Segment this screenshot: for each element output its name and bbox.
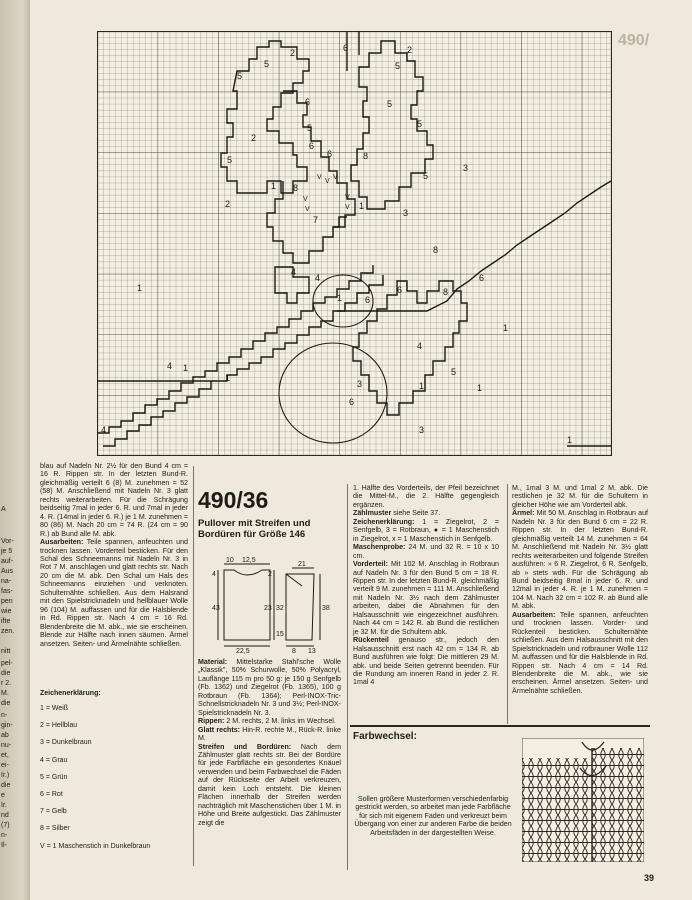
column-divider [347, 484, 348, 870]
svg-text:5: 5 [237, 71, 243, 81]
col4-text: M., 1mal 3 M. und 1mal 2 M. abk. Die restlichen je 32 M. für die Schultern in gleicher Höhe wie am Vorderteil abk. [512, 484, 648, 509]
zaehlmuster-heading: Zählmuster [353, 509, 392, 518]
svg-text:5: 5 [395, 61, 401, 71]
side-fragment: Ir.) [1, 772, 10, 779]
side-fragment: die [1, 670, 11, 677]
zaehlmuster-text: siehe Seite 37. [393, 509, 441, 518]
svg-text:5: 5 [307, 123, 313, 133]
side-fragment: pel- [1, 660, 13, 667]
side-fragment: gin- [1, 722, 13, 729]
glatt-heading: Glatt rechts: [198, 725, 241, 734]
svg-text:6: 6 [343, 43, 349, 53]
svg-text:2: 2 [290, 48, 296, 58]
side-fragment: ab [1, 732, 9, 739]
side-fragment: M. [1, 690, 9, 697]
vorderteil-text: Mit 102 M. Anschlag in Rotbraun auf Nadeln Nr. 3 für den Bund 5 cm = 18 R. Rippen str. In der letzten Bund-R. gleichmäßig verteilt 9 M. zunehmen = 111 M. Anschließend mit Nadeln Nr. 3½ nach dem Zählmuster arbeiten, dabei die Abnahmen für den Halsausschnitt wie eingezeichnet ausführen. Nach 44 cm = 142 R. ab Bund die restlichen je 32 M. für die Schultern abk. [353, 560, 499, 636]
rueckenteil-heading: Rückenteil [353, 636, 389, 645]
schematic-label: 10 [226, 557, 234, 564]
svg-text:5: 5 [387, 99, 393, 109]
text-column-4 [512, 484, 648, 695]
side-fragment: je 5 [1, 548, 13, 555]
material-heading: Material: [198, 658, 228, 666]
zeichen-text: 1 = Ziegelrot, 2 = Senfgelb, 3 = Rotbraun, ● = 1 Maschenstich in Ziegelrot, x = 1 Maschenstich in Senfgelb. [353, 517, 499, 543]
svg-text:6: 6 [327, 149, 333, 159]
side-fragment: die [1, 782, 11, 789]
vorderteil-heading: Vorderteil: [353, 560, 388, 569]
col3-intro: 1. Hälfte des Vorderteils, der Pfeil bezeichnet die Mittel-M., die 2. Hälfte gegengleich ergänzen. [353, 484, 499, 509]
svg-text:5: 5 [264, 59, 270, 69]
rippen-heading: Rippen: [198, 717, 225, 726]
side-fragment: A [1, 506, 6, 513]
maschenprobe-text: 24 M. und 32 R. = 10 x 10 cm. [353, 543, 499, 560]
svg-text:V: V [303, 196, 308, 203]
svg-text:3: 3 [419, 425, 425, 435]
side-fragment: auf- [1, 558, 14, 565]
svg-text:1: 1 [271, 181, 277, 191]
legend-item: 7 = Gelb [40, 808, 67, 816]
svg-text:4: 4 [101, 425, 107, 435]
schematic-label: 12,5 [242, 557, 256, 564]
schematic-label: 23 [264, 605, 272, 612]
pattern-number: 490/36 [198, 487, 269, 513]
svg-text:6: 6 [397, 285, 403, 295]
schematic-label: 8 [292, 648, 296, 654]
svg-text:3: 3 [463, 163, 469, 173]
legend-item: V = 1 Maschenstich in Dunkelbraun [40, 842, 151, 850]
side-fragment: ei- [1, 762, 9, 769]
streifen-heading: Streifen und Bordüren: [198, 742, 292, 751]
schematic-label: 43 [212, 605, 220, 612]
svg-text:5: 5 [423, 171, 429, 181]
schematic-label: 38 [322, 605, 330, 612]
svg-text:6: 6 [305, 97, 311, 107]
side-fragment: Il- [1, 842, 7, 849]
rippen-text: 2 M. rechts, 2 M. links im Wechsel. [226, 717, 336, 726]
svg-text:1: 1 [225, 373, 231, 383]
side-fragment: ifte [1, 618, 11, 625]
aermel-text: Mit 50 M. Anschlag in Rotbraun auf Nadeln Nr. 3 für den Bund 6 cm = 22 R. Rippen str. In der letzten Bund-R. gleichmäßig verteilt 14 M. zunehmen = 64 M. Anschließend mit Nadeln Nr. 3½ glatt rechts weiterarbeiten und folgende Streifen ausführen: » 6 R. Ziegelrot, 6 R. Senfgelb, ab » stets wdh. Für die Schrägung ab Bund beidseitig 8mal in jeder 6. R. und 12mal in jeder 4. R. je 1 M. zunehmen = 104 M. Nach 32 cm = 102 R. ab Bund alle M. abk. [512, 509, 648, 611]
section-rule [350, 725, 650, 727]
svg-text:1: 1 [419, 381, 425, 391]
streifen-text: Nach dem Zählmuster glatt rechts str. Bei der Bordüre für jede Farbfläche ein gesondertes Knäuel verwenden und beim Farbwechsel die Fäden auf der Rückseite der Arbeit verkreuzen, damit kein Loch entsteht. Die kleinen Flächen innerhalb der Streifen werden nachträglich mit Maschenstichen über 1 M. in Höhe und Breite aufgestickt. Das Zählmuster zeigt die [198, 742, 341, 827]
side-fragment: nu- [1, 742, 12, 749]
side-fragment: e [1, 792, 5, 799]
legend-item: 8 = Silber [40, 825, 70, 833]
legend-item: 3 = Dunkelbraun [40, 739, 92, 747]
side-fragment: r 2. [1, 680, 12, 687]
side-fragment: Ir. [1, 802, 7, 809]
schematic-label: 21 [298, 561, 306, 568]
svg-text:1: 1 [503, 323, 509, 333]
svg-text:2: 2 [225, 199, 231, 209]
schematic-label: 32 [276, 605, 284, 612]
side-fragment: n- [1, 832, 8, 839]
farbwechsel-title: Farbwechsel: [353, 731, 417, 742]
text-column-3 [353, 484, 499, 687]
color-legend [40, 690, 150, 860]
svg-text:1: 1 [137, 283, 143, 293]
side-fragment: nitt [1, 648, 11, 655]
side-fragment: Aus [1, 568, 14, 575]
svg-text:V: V [317, 174, 322, 181]
svg-text:4: 4 [417, 341, 423, 351]
svg-text:8: 8 [433, 245, 439, 255]
svg-text:1: 1 [337, 293, 343, 303]
svg-text:8: 8 [363, 151, 369, 161]
side-fragment: wie [1, 608, 12, 615]
svg-text:2: 2 [251, 133, 257, 143]
side-fragment: Vor- [1, 538, 14, 545]
svg-text:4: 4 [291, 267, 297, 277]
ausarbeiten-heading: Ausarbeiten: [40, 538, 84, 547]
side-fragment: pen [1, 598, 13, 605]
svg-text:V: V [345, 194, 350, 201]
schematic-label: 4 [212, 571, 216, 578]
side-fragment: die [1, 700, 11, 707]
svg-text:V: V [305, 206, 310, 213]
ausarbeiten2-text: Teile spannen, anfeuchten und trocknen lassen. Vorder- und Rückenteil besticken. Schulternähte schließen. Aus dem Halsausschnitt mit den Spielstricknadeln und rotbrauner Wolle 112 M. auffassen und für die Halsblende in Rd. Rippen str. Nach 4 cm = 14 Rd. Blendenbreite die M. abk., wie sie erscheinen. Ärmel ansetzen. Seiten- und Ärmelnähte schließen. [512, 610, 648, 695]
side-fragment: n- [1, 712, 8, 719]
bleed-through-text: 490/ [618, 32, 650, 49]
rueckenteil-text: genauso str., jedoch den Halsausschnitt erst nach 42 cm = 134 R. ab Bund ausführen wie folgt: Die mittleren 29 M. abk. und beide Seiten getrennt beenden. Für die Rundung am inneren Rand in jeder 2. R. 1mal 4 [353, 636, 499, 687]
side-fragment: na- [1, 578, 12, 585]
legend-item: 6 = Rot [40, 790, 63, 798]
column-divider [193, 466, 194, 866]
schematic-label: 13 [308, 648, 316, 654]
svg-text:V: V [333, 174, 338, 181]
aermel-heading: Ärmel: [512, 509, 535, 518]
pattern-title: Pullover mit Streifen und Bordüren für Größe 146 [198, 518, 311, 540]
schematic-label: 2 [268, 571, 272, 578]
text-column-2 [198, 658, 341, 827]
side-fragment: (7) [1, 822, 10, 829]
material-text: Mittelstarke Stahl'sche Wolle „Klassik", 50% Schurwolle, 50% Polyacryl, Lauflänge 115 m pro 50 g: je 150 g Senfgelb (Fb. 1362) und Ziegelrot (Fb. 1365), 100 g Rotbraun (Fb. 1364); Perl-INOX-Tric-Schnellstricknadeln Nr. 3 und 3½; Perl-INOX-Spielstricknadeln Nr. 3. [198, 658, 341, 717]
svg-text:6: 6 [365, 295, 371, 305]
svg-text:4: 4 [315, 273, 321, 283]
farbwechsel-illustration [522, 738, 644, 862]
svg-text:7: 7 [313, 215, 319, 225]
farbwechsel-text: Sollen größere Musterformen verschiedenfarbig gestrickt werden, so arbeitet man jede Farbfläche für sich mit eigenem Faden und verkreuzt beim Übergang von einer zur anderen Farbe die beiden Arbeitsfäden in der dargestellten Weise. [354, 795, 512, 837]
side-fragment: fas- [1, 588, 13, 595]
left-column-intro: blau auf Nadeln Nr. 2½ für den Bund 4 cm = 16 R. Rippen str. In der letzten Bund-R. gleichmäßig verteilt 6 (8) M. zunehmen = 52 (58) M. Anschließend mit Nadeln Nr. 3 glatt rechts weiterarbeiten. Für die Schrägung beidseitig 7mal in jeder 6. R. und 7mal in jeder 4. R. (14mal in jeder 6. R.) je 1 M. zunehmen = 80 (86) M. Nach 20 cm = 74 R. (24 cm = 90 R.) ab Bund alle M. abk. [40, 462, 188, 538]
svg-text:3: 3 [357, 379, 363, 389]
maschenprobe-heading: Maschenprobe: [353, 543, 406, 552]
side-fragment: et, [1, 752, 9, 759]
svg-text:V: V [325, 178, 330, 185]
svg-text:3: 3 [403, 208, 409, 218]
page-number: 39 [644, 873, 655, 883]
svg-text:4: 4 [167, 361, 173, 371]
schematic-label: 15 [276, 631, 284, 638]
legend-item: 1 = Weiß [40, 705, 69, 712]
svg-text:2: 2 [407, 45, 413, 55]
svg-text:8: 8 [443, 287, 449, 297]
schematic-label: 22,5 [236, 648, 250, 654]
svg-text:1: 1 [567, 435, 573, 445]
knitting-chart [97, 31, 612, 456]
side-fragment: zen. [1, 628, 15, 635]
legend-item: 5 = Grün [40, 773, 68, 781]
svg-text:8: 8 [293, 183, 299, 193]
legend-heading: Zeichenerklärung: [40, 690, 101, 697]
previous-page-edge [0, 0, 28, 900]
zeichen-heading: Zeichenerklärung: [353, 517, 415, 526]
svg-text:6: 6 [349, 397, 355, 407]
legend-item: 4 = Grau [40, 756, 68, 764]
legend-item: 2 = Hellblau [40, 722, 78, 730]
svg-text:1: 1 [183, 363, 189, 373]
svg-text:5: 5 [417, 119, 423, 129]
garment-schematic [212, 554, 340, 654]
svg-text:5: 5 [451, 367, 457, 377]
ausarbeiten-text: Teile spannen, anfeuchten und trocknen lassen. Vorderteil besticken. Für den Schal des Schneemanns mit Nadeln Nr. 3 in Rot 7 M. anschlagen und glatt rechts str. Nach 20 cm die M. abk. Den Schal um Hals des Schneemanns einziehen und verknoten. Schulternähte schließen. Aus dem Halsrand mit den Spielstricknadeln und hellblauer Wolle 96 (104) M. auffassen und für die Halsblende in Rd. Rippen str. Nach 4 cm = 16 Rd. Blendenbreite die M. abk., wie sie erscheinen. Blende zur Hälfte nach innen säumen. Ärmel ansetzen. Seiten- und Ärmelnähte schließen. [40, 538, 188, 648]
glatt-text: Hin-R. rechte M., Rück-R. linke M. [198, 725, 341, 743]
svg-text:6: 6 [479, 273, 485, 283]
svg-text:6: 6 [309, 141, 315, 151]
text-column-left [40, 462, 188, 648]
ausarbeiten2-heading: Ausarbeiten: [512, 610, 556, 619]
svg-text:5: 5 [227, 155, 233, 165]
svg-text:V: V [345, 204, 350, 211]
svg-text:1: 1 [477, 383, 483, 393]
side-fragment: nd [1, 812, 9, 819]
column-divider [507, 484, 508, 724]
svg-text:1: 1 [359, 201, 365, 211]
